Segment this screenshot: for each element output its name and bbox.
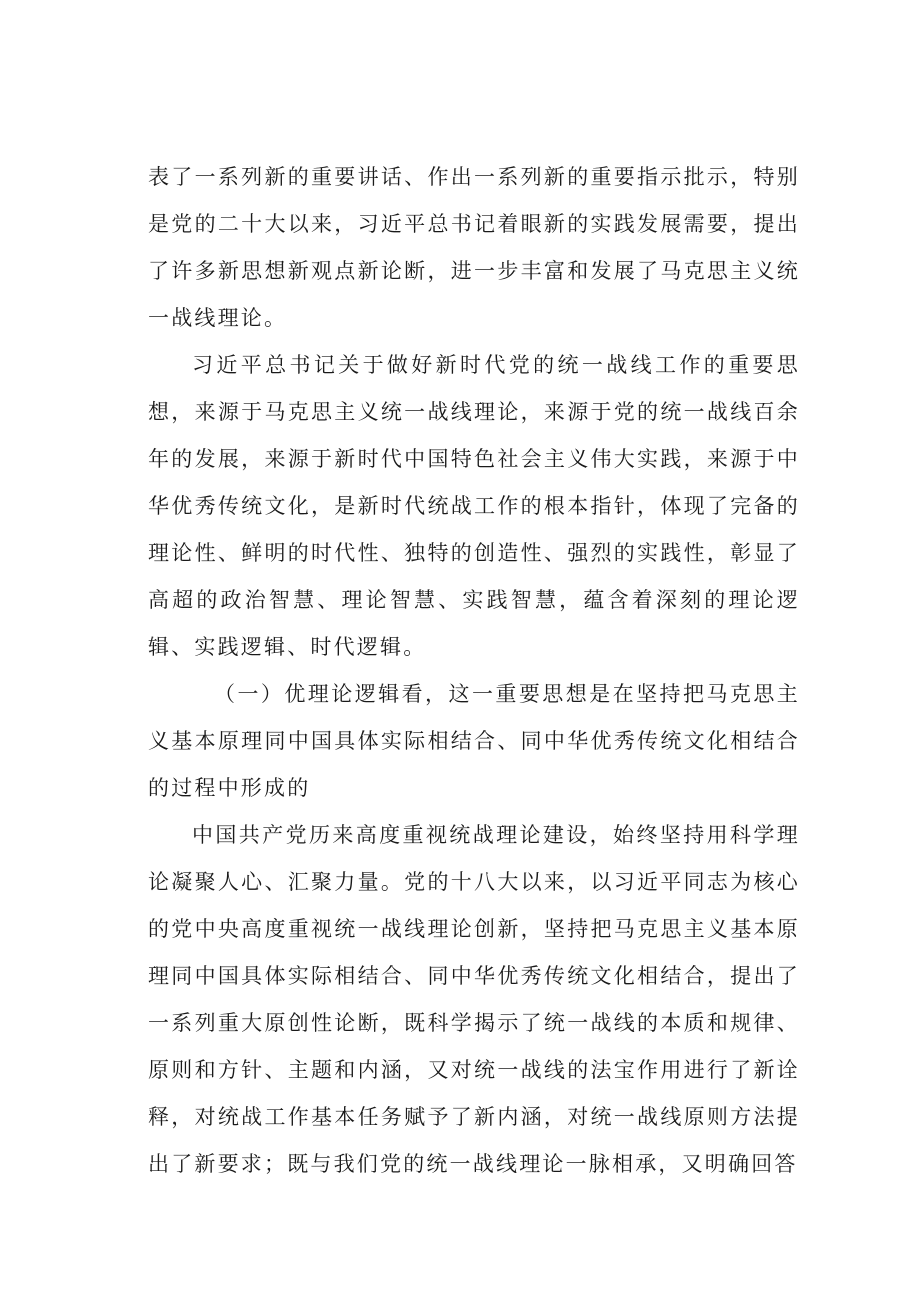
paragraph-thought-origins: 习近平总书记关于做好新时代党的统一战线工作的重要思想，来源于马克思主义统一战线理论，来源于党的统一战线百余年的发展，来源于新时代中国特色社会主义伟大实践，来源于中华优秀传统文化，是新时代统战工作的根本指针，体现了完备的理论性、鲜明的时代性、独特的创造性、强烈的实践性，彰显了高超的政治智慧、理论智慧、实践智慧，蕴含着深刻的理论逻辑、实践逻辑、时代逻辑。: [148, 353, 800, 659]
paragraph-theory-building: 中国共产党历来高度重视统战理论建设，始终坚持用科学理论凝聚人心、汇聚力量。党的十八大以来，以习近平同志为核心的党中央高度重视统一战线理论创新，坚持把马克思主义基本原理同中国具体实际相结合、同中华优秀传统文化相结合，提出了一系列重大原创性论断，既科学揭示了统一战线的本质和规律、原则和方针、主题和内涵，又对统一战线的法宝作用进行了新诠释，对统战工作基本任务赋予了新内涵，对统一战线原则方法提出了新要求；既与我们党的统一战线理论一脉相承，又明确回答: [148, 823, 800, 1176]
section-heading-theoretical-logic: （一）优理论逻辑看，这一重要思想是在坚持把马克思主义基本原理同中国具体实际相结合、同中华优秀传统文化相结合的过程中形成的: [148, 682, 800, 800]
document-body: [148, 154, 800, 1188]
paragraph-continuation: 表了一系列新的重要讲话、作出一系列新的重要指示批示，特别是党的二十大以来，习近平总书记着眼新的实践发展需要，提出了许多新思想新观点新论断，进一步丰富和发展了马克思主义统一战线理论。: [148, 165, 800, 330]
